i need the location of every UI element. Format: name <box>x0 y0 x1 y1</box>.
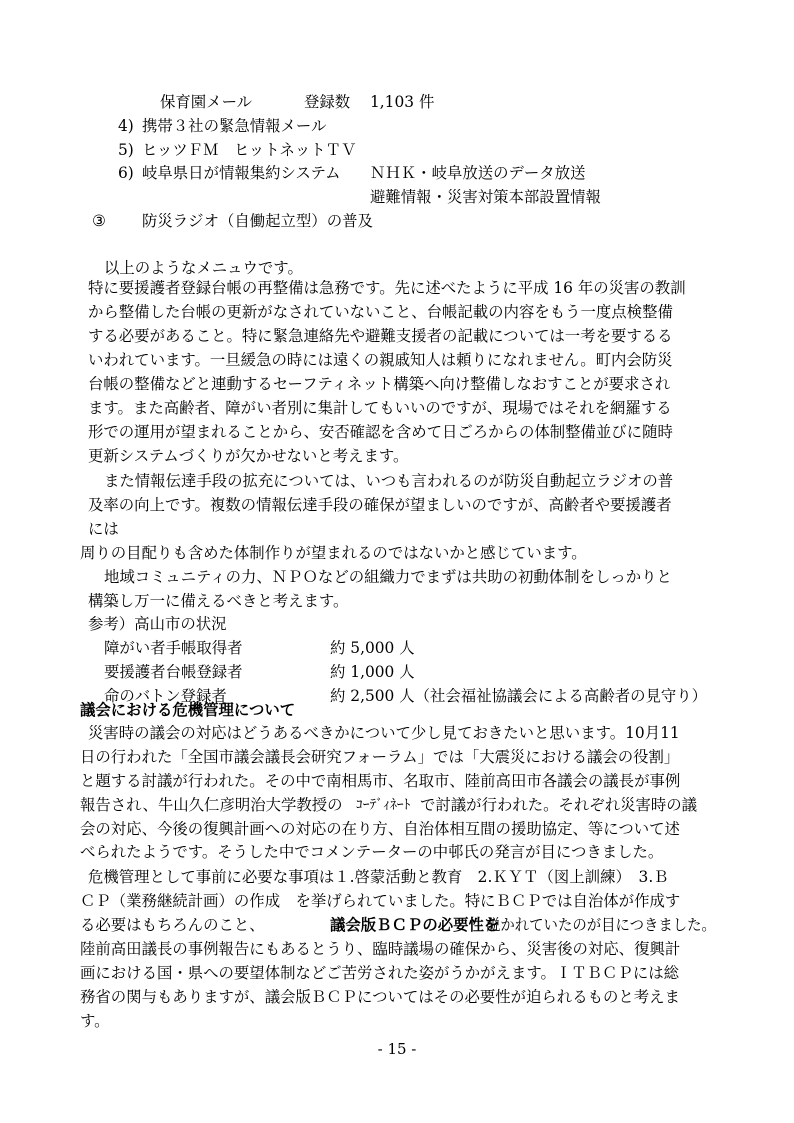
list-item-5: ヒッツＦＭ ヒットネットＴＶ <box>142 141 357 159</box>
reference-label: 要援護者台帳登録者 <box>104 663 243 681</box>
paragraph-line: ＣＰ（業務継続計画）の作成 を挙げられていました。特にＢＣＰでは自治体が作成す <box>80 892 681 910</box>
list-item-6-number: 6) <box>118 164 134 182</box>
paragraph-line: 危機管理として事前に必要な事項は１.啓蒙活動と教育 2.ＫＹＴ（図上訓練） 3.Ｂ <box>88 868 669 886</box>
emphasis-bcp-necessity: 議会版ＢＣＰの必要性を <box>330 916 500 934</box>
reference-value: 約 2,500 人（社会福祉協議会による高齢者の見守り） <box>330 687 708 705</box>
paragraph-line: 構築し万一に備えるべきと考えます。 <box>88 592 349 610</box>
paragraph-line: から整備した台帳の更新がなされていないこと、台帳記載の内容をもう一度点検整備 <box>88 303 673 321</box>
reference-value: 約 1,000 人 <box>330 663 415 681</box>
paragraph-line: 画における国・県への要望体制などご苦労された姿がうかがえます。ＩＴＢＣＰには総 <box>80 964 680 982</box>
paragraph-line: 地域コミュニティの力、ＮＰＯなどの組織力でまずは共助の初動体制をしっかりと <box>104 568 672 586</box>
paragraph-menu-intro: 以上のようなメニュウです。 <box>104 259 303 277</box>
paragraph-line: 特に要援護者登録台帳の再整備は急務です。先に述べたように平成 16 年の災害の教訓 <box>88 279 686 297</box>
paragraph-line: 形での運用が望まれることから、安否確認を含めて日ごろからの体制整備並びに随時 <box>88 423 673 441</box>
paragraph-line: には <box>88 520 119 538</box>
section-heading: 議会における危機管理について <box>80 701 296 719</box>
paragraph-line: 務省の関与もありますが、議会版ＢＣＰについてはその必要性が迫られるものと考えま <box>80 988 680 1006</box>
paragraph-line: また情報伝達手段の拡充については、いつも言われるのが防災自動起立ラジオの普 <box>104 472 674 490</box>
list-item-3-marker: ③ <box>92 212 106 230</box>
paragraph-line: 会の対応、今後の復興計画への対応の在り方、自治体相互間の援助協定、等について述 <box>80 820 680 838</box>
paragraph-line-part: で討議が行われた。それぞれ災害時の議 <box>420 796 698 814</box>
paragraph-line: 日の行われた「全国市議会議長会研究フォーラム」では「大震災における議会の役割」 <box>80 748 680 766</box>
list-item-4-number: 4) <box>118 117 134 135</box>
paragraph-line: する必要があること。特に緊急連絡先や避難支援者の記載については一考を要するる <box>88 327 673 345</box>
paragraph-line: 災害時の議会の対応はどうあるべきかについて少し見ておきたいと思います。10月11 <box>88 724 680 742</box>
paragraph-line: べられたようです。そうした中でコメンテーターの中邨氏の発言が目につきました。 <box>80 843 664 861</box>
paragraph-line: す。 <box>80 1012 110 1030</box>
paragraph-line: 台帳の整備などと連動するセーフティネット構築へ向け整備しなおすことが要求され <box>88 375 671 393</box>
list-item-radio: 防災ラジオ（自働起立型）の普及 <box>142 212 373 230</box>
list-item-6: 岐阜県日が情報集約システム <box>142 164 341 182</box>
list-item-nursery-mail: 保育園メール <box>160 93 253 111</box>
paragraph-line: と題する討議が行われた。その中で南相馬市、名取市、陸前高田市各議会の議長が事例 <box>80 772 681 790</box>
paragraph-line: いわれています。一旦緩急の時には遠くの親戚知人は頼りになれません。町内会防災 <box>88 351 673 369</box>
paragraph-line-part: る必要はもちろんのこと、 <box>80 916 265 934</box>
paragraph-line: 周りの目配りも含めた体制作りが望まれるのではないかと感じています。 <box>80 544 587 562</box>
nursery-mail-count-label: 登録数 <box>304 93 351 111</box>
page-number: - 15 - <box>377 1040 417 1058</box>
paragraph-line: ます。また高齢者、障がい者別に集計してもいいのですが、現場ではそれを網羅する <box>88 399 672 417</box>
nursery-mail-count: 1,103 件 <box>370 93 435 111</box>
paragraph-line: 更新システムづくりが欠かせないと考えます。 <box>88 447 409 465</box>
reference-label: 命のバトン登録者 <box>104 687 227 705</box>
reference-value: 約 5,000 人 <box>330 639 415 657</box>
list-item-5-number: 5) <box>118 141 134 159</box>
reference-title: 参考）高山市の状況 <box>88 615 227 633</box>
list-item-6-detail-2: 避難情報・災害対策本部設置情報 <box>370 188 601 206</box>
paragraph-line: 及率の向上です。複数の情報伝達手段の確保が望ましいのですが、高齢者や要援護者 <box>88 496 672 514</box>
paragraph-line-part: 説かれていたのが目につきました。 <box>486 916 716 934</box>
paragraph-line: 陸前高田議長の事例報告にもあるとうり、臨時議場の確保から、災害後の対応、復興計 <box>80 940 681 958</box>
paragraph-line-part: 報告され、牛山久仁彦明治大学教授の <box>80 796 343 814</box>
reference-label: 障がい者手帳取得者 <box>104 639 243 657</box>
list-item-6-detail-1: ＮＨＫ・岐阜放送のデータ放送 <box>370 164 586 182</box>
list-item-4: 携帯３社の緊急情報メール <box>142 117 327 135</box>
coordinate-term: ｺｰﾃﾞｨﾈｰﾄ <box>356 797 411 813</box>
